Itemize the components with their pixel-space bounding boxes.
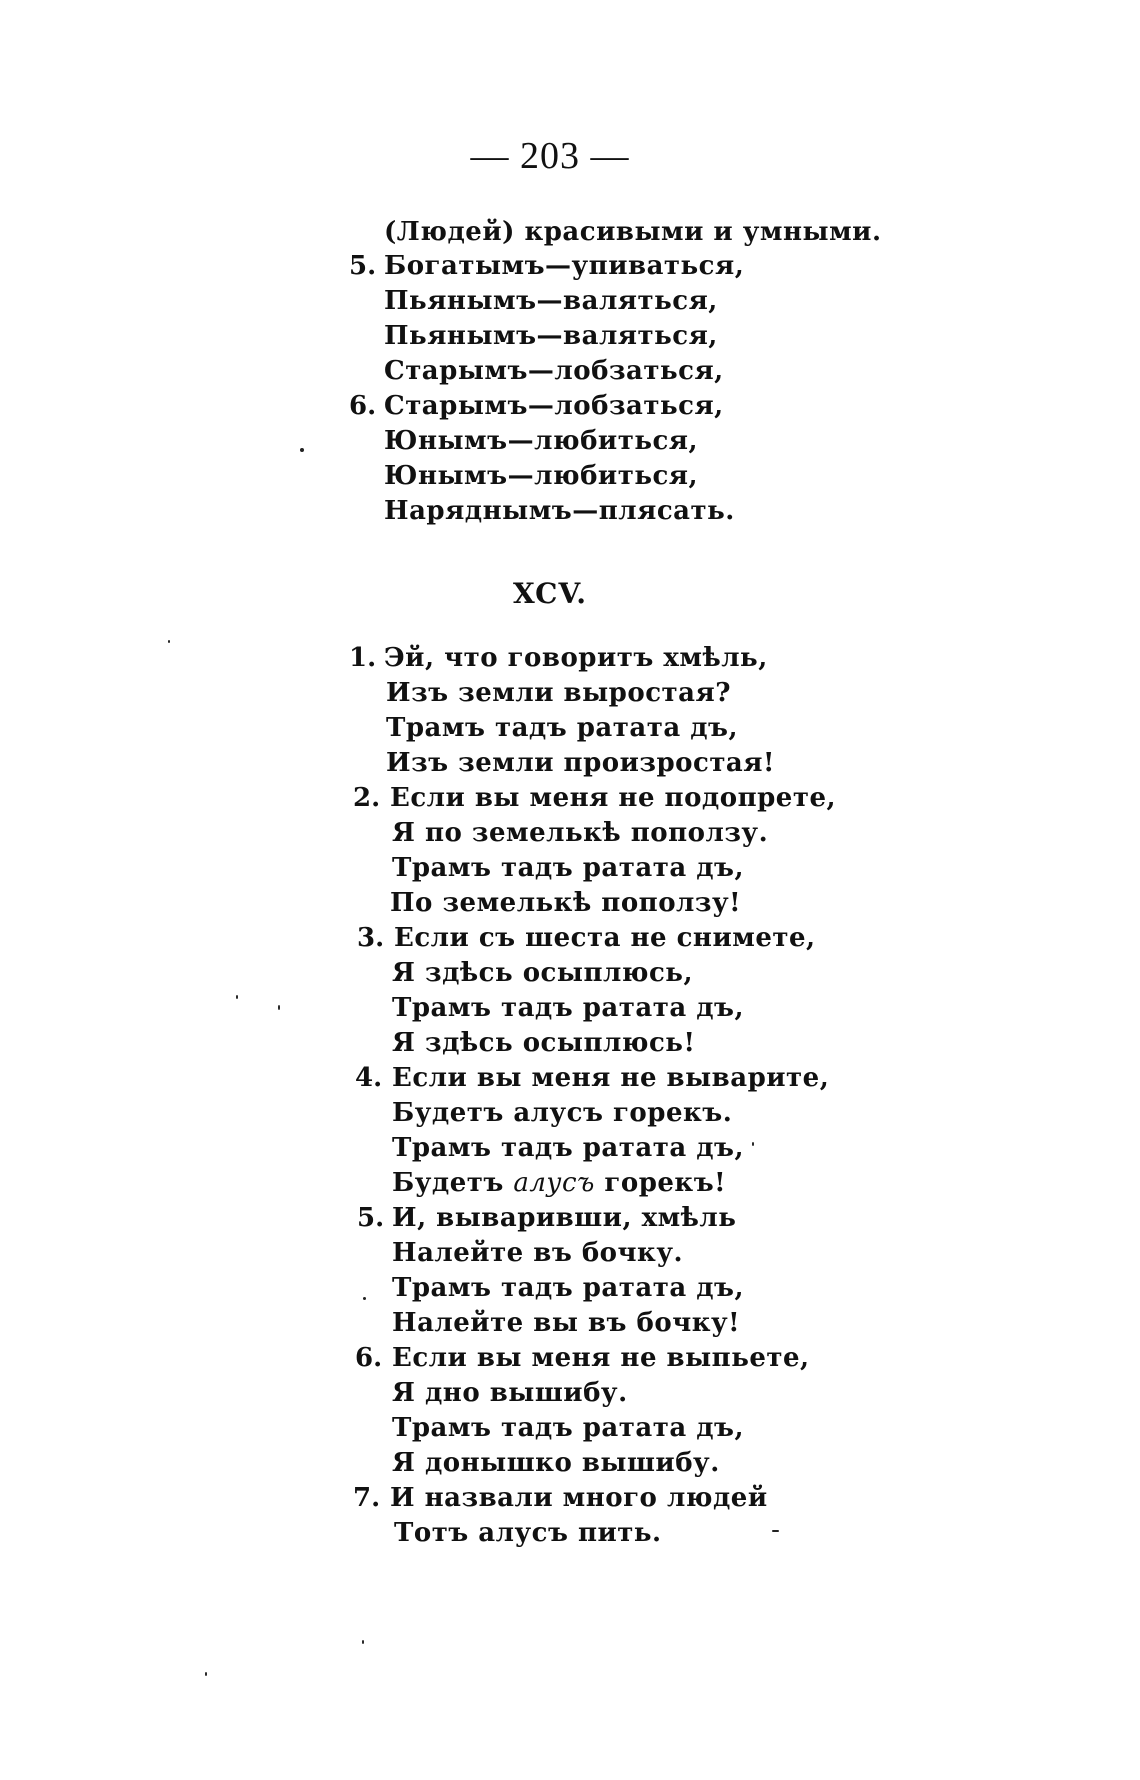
verse-line: Старымъ—лобзаться, [384, 391, 724, 421]
verse-number: 2. [353, 783, 381, 813]
verse-line: Тотъ алусъ пить. [394, 1518, 662, 1548]
verse-line: Трамъ тадъ ратата дъ, [392, 1133, 745, 1163]
verse-line: Трамъ тадъ ратата дъ, [386, 713, 739, 743]
scan-speck [168, 640, 170, 643]
page-number: — 203 — [470, 135, 630, 177]
verse-number: 5. [349, 251, 377, 281]
verse-line: И, вываривши, хмѣль [392, 1203, 737, 1233]
verse-line: Пьянымъ—валяться, [384, 286, 718, 316]
verse-line: По земелькѣ поползу! [390, 888, 742, 918]
verse-number: 7. [353, 1483, 381, 1513]
scan-speck [205, 1672, 207, 1676]
verse-line-italic-word: алусъ [513, 1168, 595, 1198]
verse-number: 4. [355, 1063, 383, 1093]
verse-line: Юнымъ—любиться, [384, 461, 699, 491]
verse-line: И назвали много людей [390, 1483, 768, 1513]
verse-line: Пьянымъ—валяться, [384, 321, 718, 351]
section-heading: XCV. [512, 577, 588, 610]
verse-number: 6. [355, 1343, 383, 1373]
verse-line [392, 1168, 726, 1198]
verse-line: Богатымъ—упиваться, [384, 251, 745, 281]
verse-line: Если вы меня не выварите, [392, 1063, 830, 1093]
verse-line: Я дно вышибу. [392, 1378, 628, 1408]
verse-line: Если вы меня не выпьете, [392, 1343, 810, 1373]
scan-speck [236, 995, 238, 999]
verse-line: Трамъ тадъ ратата дъ, [392, 1413, 745, 1443]
verse-line: Я по земелькѣ поползу. [392, 818, 769, 848]
verse-line: (Людей) красивыми и умными. [384, 217, 882, 247]
scan-speck [772, 1530, 779, 1532]
verse-line: Налейте вы въ бочку! [392, 1308, 741, 1338]
verse-line: Изъ земли произростая! [386, 748, 775, 778]
verse-line: Юнымъ—любиться, [384, 426, 699, 456]
scan-speck [300, 448, 304, 452]
verse-line: Если вы меня не подопрете, [390, 783, 837, 813]
scan-speck [362, 1640, 364, 1644]
verse-line: Старымъ—лобзаться, [384, 356, 724, 386]
scan-speck [278, 1005, 280, 1010]
verse-line: Если съ шеста не снимете, [394, 923, 816, 953]
verse-line-part: Будетъ [392, 1168, 514, 1198]
verse-line: Я здѣсь осыплюсь! [392, 1028, 696, 1058]
scan-speck [752, 1142, 754, 1146]
verse-line: Наряднымъ—плясать. [384, 496, 735, 526]
verse-number: 3. [357, 923, 385, 953]
scan-speck [363, 1297, 366, 1300]
verse-number: 6. [349, 391, 377, 421]
verse-line: Я донышко вышибу. [392, 1448, 720, 1478]
verse-line: Налейте въ бочку. [392, 1238, 684, 1268]
verse-line: Эй, что говоритъ хмѣль, [384, 643, 768, 673]
verse-line: Трамъ тадъ ратата дъ, [392, 993, 745, 1023]
verse-line: Я здѣсь осыплюсь, [392, 958, 693, 988]
verse-line: Трамъ тадъ ратата дъ, [392, 853, 745, 883]
verse-line-part: горекъ! [594, 1168, 727, 1198]
verse-line: Будетъ алусъ горекъ. [392, 1098, 733, 1128]
verse-number: 1. [349, 643, 377, 673]
verse-line: Трамъ тадъ ратата дъ, [392, 1273, 745, 1303]
verse-line: Изъ земли выростая? [386, 678, 731, 708]
verse-number: 5. [357, 1203, 385, 1233]
